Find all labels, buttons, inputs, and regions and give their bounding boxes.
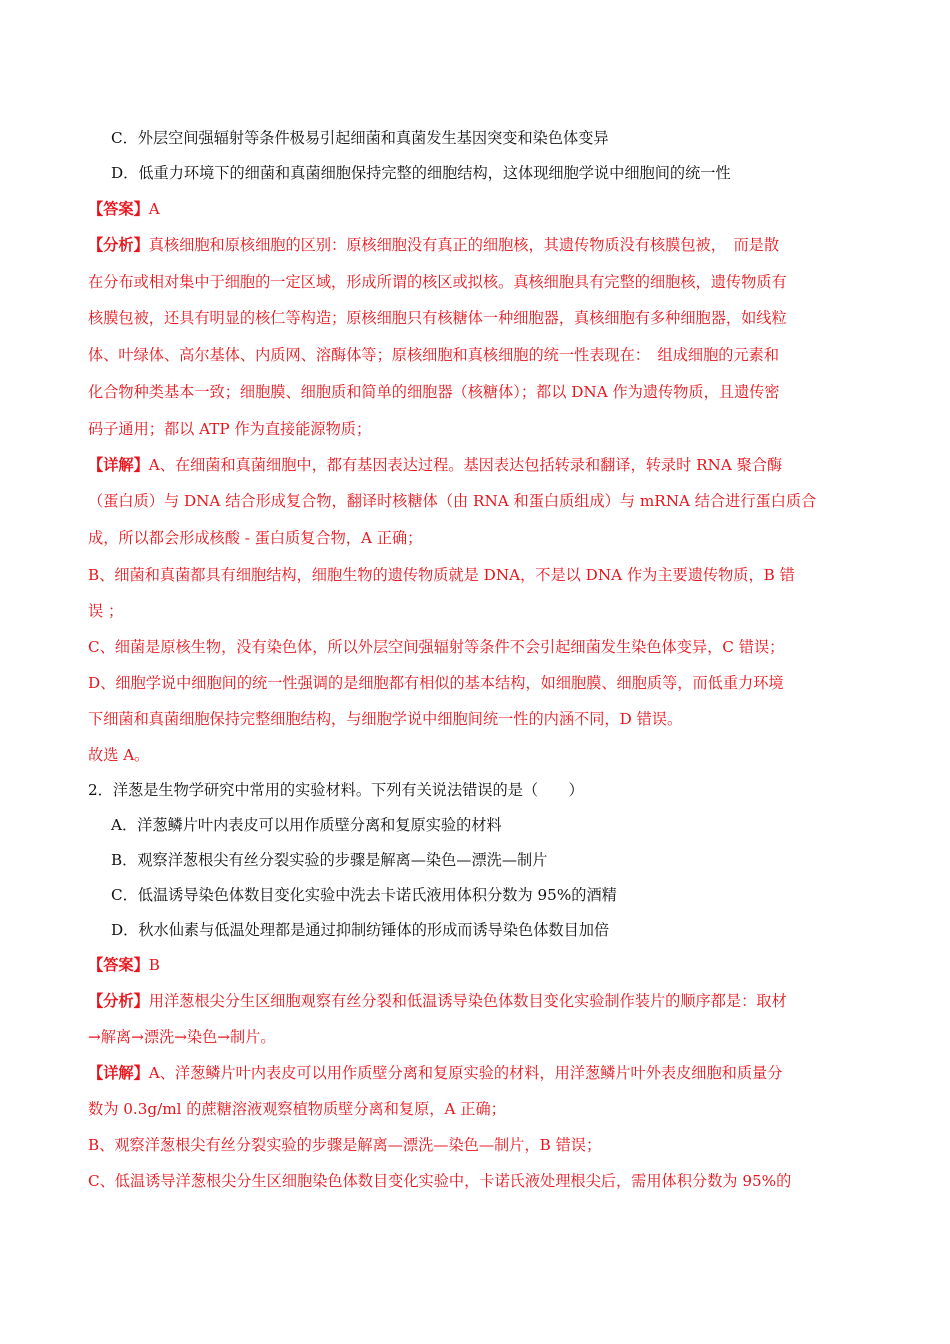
q1-detail-line: B、细菌和真菌都具有细胞结构，细胞生物的遗传物质就是 DNA，不是以 DNA 作为主要遗传物质，B 错 [88,566,795,584]
q1-detail-line: 误 ； [88,602,124,620]
analysis-text: 真核细胞和原核细胞的区别：原核细胞没有真正的细胞核，其遗传物质没有核膜包被， 而是散 [148,236,780,254]
analysis-tag: 【分析】 [88,236,149,254]
detail-tag: 【详解】 [88,456,149,474]
q2-stem: 2．洋葱是生物学研究中常用的实验材料。下列有关说法错误的是（ ） [88,781,584,799]
q1-detail-line: D、细胞学说中细胞间的统一性强调的是细胞都有相似的基本结构，如细胞膜、细胞质等，而低重力环境 [88,674,784,692]
q1-analysis-line: 核膜包被，还具有明显的核仁等构造；原核细胞只有核糖体一种细胞器，真核细胞有多种细胞器，如线粒 [88,309,787,327]
detail-tag: 【详解】 [88,1064,149,1082]
q2-answer [88,955,160,975]
q2-option-b: B．观察洋葱根尖有丝分裂实验的步骤是解离—染色—漂洗—制片 [111,851,548,869]
q2-detail-line: 数为 0.3g/ml 的蔗糖溶液观察植物质壁分离和复原，A 正确； [88,1100,506,1118]
answer-value: B [148,956,160,974]
answer-tag: 【答案】 [88,956,149,974]
q1-analysis-line: 化合物种类基本一致；细胞膜、细胞质和简单的细胞器（核糖体）；都以 DNA 作为遗传物质，且遗传密 [88,383,780,401]
q1-analysis-line [88,235,779,255]
q2-option-c: C．低温诱导染色体数目变化实验中洗去卡诺氏液用体积分数为 95%的酒精 [111,886,617,904]
q1-detail-line: 成，所以都会形成核酸 - 蛋白质复合物，A 正确； [88,529,423,547]
q2-detail-line [88,1063,782,1083]
q1-analysis-line: 码子通用；都以 ATP 作为直接能源物质； [88,420,372,438]
detail-text: A、洋葱鳞片叶内表皮可以用作质壁分离和复原实验的材料，用洋葱鳞片叶外表皮细胞和质量分 [148,1064,783,1082]
detail-text: A、在细菌和真菌细胞中，都有基因表达过程。基因表达包括转录和翻译，转录时 RNA 聚合酶 [148,456,783,474]
q1-analysis-line: 体、叶绿体、高尔基体、内质网、溶酶体等；原核细胞和真核细胞的统一性表现在： 组成细胞的元素和 [88,346,780,364]
q2-analysis-line [88,991,787,1011]
q1-detail-line: 下细菌和真菌细胞保持完整细胞结构，与细胞学说中细胞间统一性的内涵不同，D 错误。 [88,710,683,728]
answer-tag: 【答案】 [88,200,149,218]
q2-option-d: D．秋水仙素与低温处理都是通过抑制纺锤体的形成而诱导染色体数目加倍 [111,921,610,939]
q1-conclusion: 故选 A。 [88,746,150,764]
q1-option-d: D．低重力环境下的细菌和真菌细胞保持完整的细胞结构，这体现细胞学说中细胞间的统一性 [111,164,731,182]
q1-detail-line [88,455,782,475]
q2-analysis-line: →解离→漂洗→染色→制片。 [88,1028,276,1046]
q1-analysis-line: 在分布或相对集中于细胞的一定区域，形成所谓的核区或拟核。真核细胞具有完整的细胞核，遗传物质有 [88,273,787,291]
q1-detail-line: （蛋白质）与 DNA 结合形成复合物，翻译时核糖体（由 RNA 和蛋白质组成）与 mRNA 结合进行蛋白质合 [88,492,817,510]
q2-detail-line: B、观察洋葱根尖有丝分裂实验的步骤是解离—漂洗—染色—制片，B 错误； [88,1136,602,1154]
q2-option-a: A．洋葱鳞片叶内表皮可以用作质壁分离和复原实验的材料 [111,816,502,834]
q1-answer [88,199,160,219]
analysis-tag: 【分析】 [88,992,149,1010]
analysis-text: 用洋葱根尖分生区细胞观察有丝分裂和低温诱导染色体数目变化实验制作装片的顺序都是：取材 [148,992,787,1010]
q1-option-c: C．外层空间强辐射等条件极易引起细菌和真菌发生基因突变和染色体变异 [111,129,609,147]
q1-detail-line: C、细菌是原核生物，没有染色体，所以外层空间强辐射等条件不会引起细菌发生染色体变异，C 错误； [88,638,785,656]
answer-value: A [148,200,160,218]
q2-detail-line: C、低温诱导洋葱根尖分生区细胞染色体数目变化实验中，卡诺氏液处理根尖后，需用体积分数为 95%的 [88,1172,792,1190]
